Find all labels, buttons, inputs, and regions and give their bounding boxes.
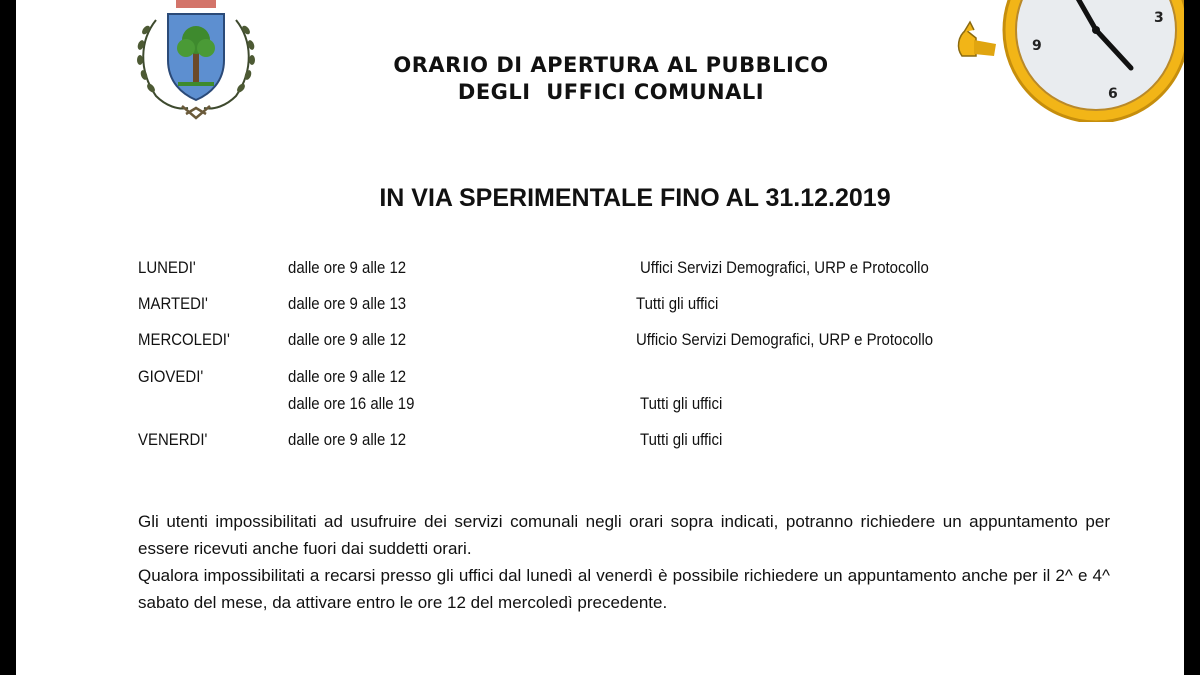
clock-numeral-6: 6 xyxy=(1108,86,1118,102)
validity-subtitle: IN VIA SPERIMENTALE FINO AL 31.12.2019 xyxy=(379,184,891,212)
schedule-hours-thursday-afternoon: dalle ore 16 alle 19 xyxy=(288,394,415,413)
schedule-day-tuesday: MARTEDI' xyxy=(138,294,208,313)
schedule-hours-tuesday: dalle ore 9 alle 13 xyxy=(288,294,407,313)
schedule-hours-thursday-morning: dalle ore 9 alle 12 xyxy=(288,367,407,386)
schedule-hours-monday: dalle ore 9 alle 12 xyxy=(288,258,407,277)
schedule-day-friday: VENERDI' xyxy=(138,430,208,449)
notice-title xyxy=(266,52,956,106)
notice-page xyxy=(16,0,1184,675)
schedule-offices-tuesday: Tutti gli uffici xyxy=(636,294,719,313)
notice-title-line-1: ORARIO DI APERTURA AL PUBBLICO xyxy=(393,53,829,77)
schedule-day-monday: LUNEDI' xyxy=(138,258,196,277)
schedule-offices-friday: Tutti gli uffici xyxy=(640,430,723,449)
schedule-offices-wednesday: Ufficio Servizi Demografici, URP e Protocollo xyxy=(636,330,934,349)
notes-paragraph-1: Gli utenti impossibilitati ad usufruire dei servizi comunali negli orari sopra indicati, potranno richiedere un appuntamento per essere ricevuti anche fuori dai suddetti orari. xyxy=(138,512,1110,558)
appointment-notes xyxy=(138,508,1110,616)
schedule-day-thursday: GIOVEDI' xyxy=(138,367,204,386)
notice-title-line-2: DEGLI UFFICI COMUNALI xyxy=(457,80,765,104)
clock-numeral-9: 9 xyxy=(1032,38,1042,54)
notes-paragraph-2: Qualora impossibilitati a recarsi presso gli uffici dal lunedì al venerdì è possibile richiedere un appuntamento anche per il 2^ e 4^ sabato del mese, da attivare entro le ore 12 del mercoledì precedente. xyxy=(138,566,1110,612)
alarm-clock-icon xyxy=(936,0,1184,122)
schedule-hours-friday: dalle ore 9 alle 12 xyxy=(288,430,407,449)
schedule-offices-monday: Uffici Servizi Demografici, URP e Protocollo xyxy=(640,258,929,277)
schedule-offices-thursday: Tutti gli uffici xyxy=(640,394,723,413)
municipal-crest-icon xyxy=(116,0,276,125)
schedule-hours-wednesday: dalle ore 9 alle 12 xyxy=(288,330,407,349)
schedule-day-wednesday: MERCOLEDI' xyxy=(138,330,230,349)
clock-numeral-3: 3 xyxy=(1154,10,1164,26)
